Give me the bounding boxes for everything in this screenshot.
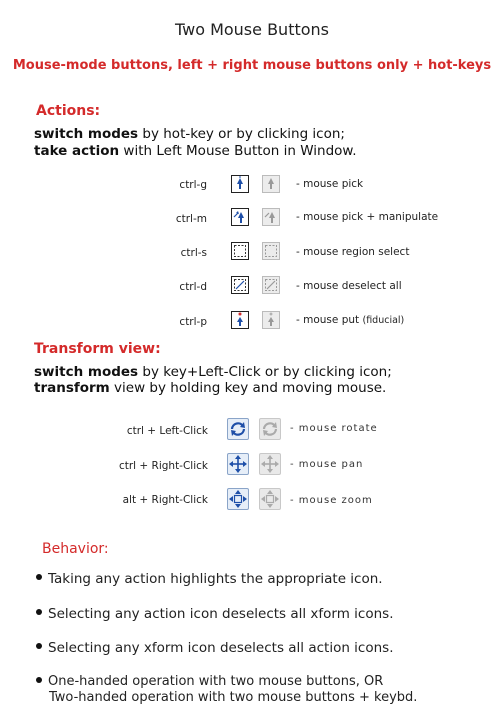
mouse-pick-icon-inactive[interactable] bbox=[262, 175, 280, 193]
rotate-icon-inactive[interactable] bbox=[259, 418, 281, 440]
transform-intro-line2 bbox=[34, 379, 386, 397]
list-item bbox=[36, 674, 417, 706]
rotate-icon[interactable] bbox=[227, 418, 249, 440]
action-description: - mouse deselect all bbox=[296, 280, 402, 292]
mouse-pick-manipulate-icon-inactive[interactable] bbox=[262, 208, 280, 226]
region-select-icon-inactive[interactable] bbox=[262, 242, 280, 260]
mouse-put-icon-inactive[interactable] bbox=[262, 311, 280, 329]
mouse-put-icon[interactable] bbox=[231, 311, 249, 329]
transform-description: - mouse pan bbox=[290, 459, 364, 470]
list-item-text: Taking any action highlights the appropriate icon. bbox=[48, 571, 383, 587]
hotkey-label: ctrl-p bbox=[179, 316, 207, 328]
list-item-text: Selecting any xform icon deselects all action icons. bbox=[48, 640, 394, 656]
actions-heading: Actions: bbox=[36, 103, 101, 119]
mouse-pick-manipulate-icon[interactable] bbox=[231, 208, 249, 226]
action-description: - mouse pick + manipulate bbox=[296, 211, 439, 223]
list-item bbox=[36, 640, 394, 656]
list-item-text: Selecting any action icon deselects all xform icons. bbox=[48, 606, 394, 622]
page-title: Two Mouse Buttons bbox=[174, 20, 329, 39]
hotkey-label: ctrl-s bbox=[180, 247, 207, 259]
hotkey-label: alt + Right-Click bbox=[122, 494, 208, 506]
transform-heading: Transform view: bbox=[34, 341, 161, 357]
bullet-dot bbox=[36, 574, 42, 580]
pan-icon-inactive[interactable] bbox=[259, 453, 281, 475]
intro-bold: transform bbox=[34, 380, 110, 396]
list-item-line bbox=[36, 690, 417, 706]
list-item bbox=[36, 571, 383, 587]
hotkey-label: ctrl-d bbox=[179, 281, 207, 293]
action-description bbox=[296, 314, 404, 326]
transform-description: - mouse zoom bbox=[290, 495, 373, 506]
bullet-dot bbox=[36, 609, 42, 615]
region-select-icon[interactable] bbox=[231, 242, 249, 260]
behavior-heading: Behavior: bbox=[42, 541, 109, 557]
intro-text: view by holding key and moving mouse. bbox=[109, 380, 387, 396]
zoom-icon-inactive[interactable] bbox=[259, 488, 281, 510]
intro-bold: take action bbox=[34, 143, 120, 159]
page-subtitle: Mouse-mode buttons, left + right mouse buttons only + hot-keys bbox=[12, 58, 492, 73]
mouse-pick-icon[interactable] bbox=[231, 175, 249, 193]
bullet-dot bbox=[36, 643, 42, 649]
pan-icon[interactable] bbox=[227, 453, 249, 475]
hotkey-label: ctrl-m bbox=[175, 213, 207, 225]
deselect-all-icon[interactable] bbox=[231, 276, 249, 294]
zoom-icon[interactable] bbox=[227, 488, 249, 510]
hotkey-label: ctrl-g bbox=[179, 179, 207, 191]
deselect-all-icon-inactive[interactable] bbox=[262, 276, 280, 294]
action-description-text: - mouse put bbox=[296, 314, 360, 326]
list-item bbox=[36, 606, 394, 622]
list-item-text: One-handed operation with two mouse buttons, OR bbox=[48, 674, 384, 689]
list-item-line bbox=[36, 674, 417, 690]
intro-bold: switch modes bbox=[34, 364, 139, 380]
hotkey-label: ctrl + Left-Click bbox=[126, 425, 208, 437]
action-description: - mouse pick bbox=[296, 178, 364, 190]
actions-intro-line2 bbox=[34, 142, 357, 160]
bullet-dot bbox=[36, 677, 42, 683]
intro-text: by hot-key or by clicking icon; bbox=[138, 126, 345, 142]
action-description-note: (fiducial) bbox=[362, 315, 405, 326]
action-description: - mouse region select bbox=[296, 246, 410, 258]
transform-description: - mouse rotate bbox=[290, 423, 378, 434]
intro-text: with Left Mouse Button in Window. bbox=[119, 143, 357, 159]
intro-text: by key+Left-Click or by clicking icon; bbox=[138, 364, 392, 380]
actions-intro-line1 bbox=[34, 125, 345, 143]
hotkey-label: ctrl + Right-Click bbox=[118, 460, 208, 472]
intro-bold: switch modes bbox=[34, 126, 139, 142]
list-item-text: Two-handed operation with two mouse buttons + keybd. bbox=[49, 690, 418, 705]
